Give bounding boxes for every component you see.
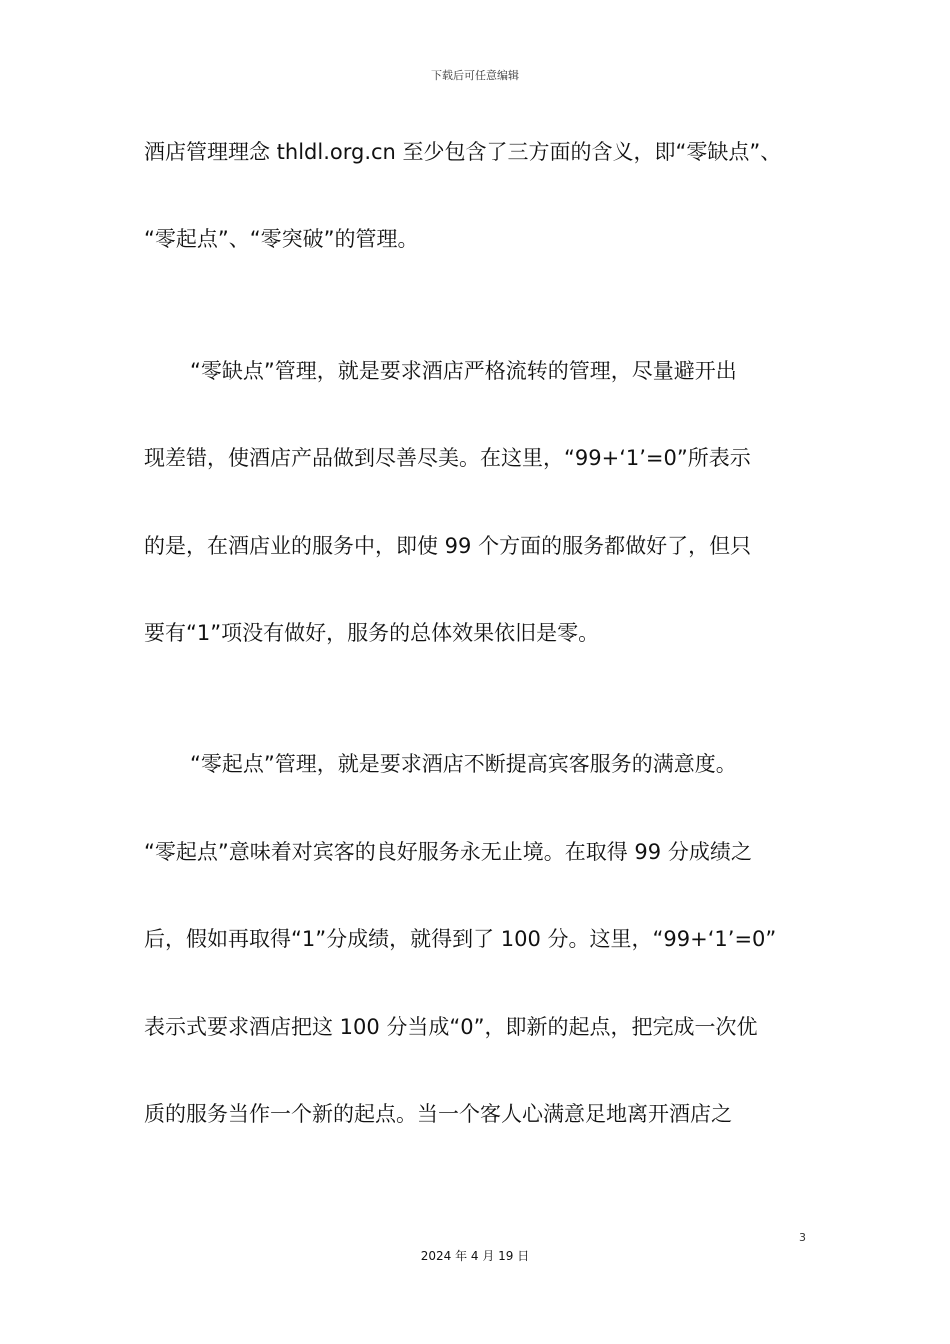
text-line-9: 后，假如再取得“1”分成绩，就得到了 100 分。这里，“99+‘1’=0” [144,927,777,951]
page-header: 下载后可任意编辑 [431,69,519,82]
text-line-1: 酒店管理理念 thldl.org.cn 至少包含了三方面的含义，即“零缺点”、 [144,140,782,164]
text-line-2: “零起点”、“零突破”的管理。 [144,227,419,251]
text-line-5: 的是，在酒店业的服务中，即使 99 个方面的服务都做好了，但只 [144,534,752,558]
text-line-10: 表示式要求酒店把这 100 分当成“0”，即新的起点，把完成一次优 [144,1015,758,1039]
page-number: 3 [799,1231,806,1244]
text-line-4: 现差错，使酒店产品做到尽善尽美。在这里，“99+‘1’=0”所表示 [144,446,751,470]
text-line-8: “零起点”意味着对宾客的良好服务永无止境。在取得 99 分成绩之 [144,840,752,864]
text-line-7: “零起点”管理，就是要求酒店不断提高宾客服务的满意度。 [190,752,737,776]
text-line-3: “零缺点”管理，就是要求酒店严格流转的管理，尽量避开出 [190,359,737,383]
text-line-6: 要有“1”项没有做好，服务的总体效果依旧是零。 [144,621,600,645]
text-line-11: 质的服务当作一个新的起点。当一个客人心满意足地离开酒店之 [144,1102,732,1126]
footer-date: 2024 年 4 月 19 日 [420,1249,530,1263]
